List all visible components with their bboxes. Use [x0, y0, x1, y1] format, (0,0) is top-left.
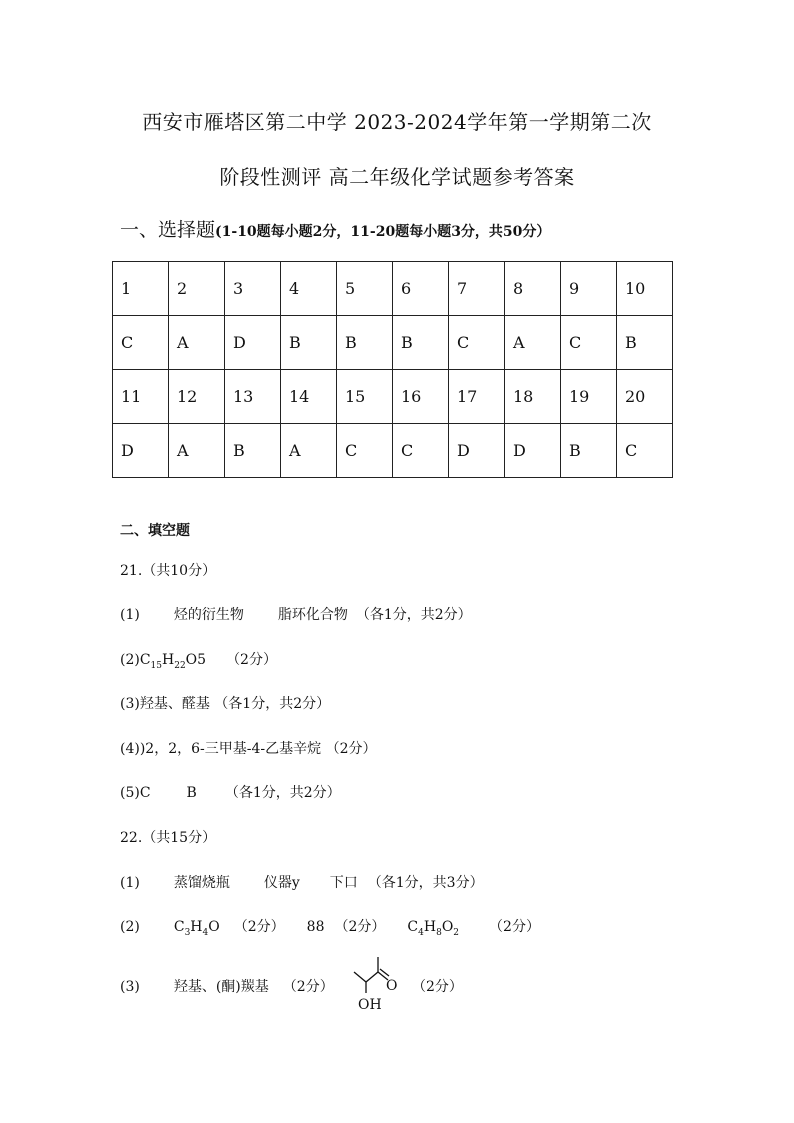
q21-p5-answer-a: (5)C	[120, 785, 151, 801]
q22-p3-score1: （2分）	[282, 979, 334, 995]
q21-p2-text-mid: H	[162, 652, 175, 668]
answer-cell: B	[617, 316, 673, 370]
formula-sub: 3	[184, 927, 191, 938]
q22-p2-score3: （2分）	[489, 919, 540, 935]
q22-p2-value: 88	[306, 919, 325, 935]
q21-part1	[120, 604, 472, 624]
q22-p2-score1: （2分）	[233, 919, 285, 935]
formula-text: O	[441, 919, 454, 935]
section-1-note: (1-10题每小题2分，11-20题每小题3分，共50分）	[215, 224, 551, 240]
question-number-cell: 11	[113, 370, 169, 424]
q22-p3-score2: （2分）	[412, 979, 463, 995]
answer-cell: C	[113, 316, 169, 370]
q21-p1-score: （各1分，共2分）	[355, 607, 472, 623]
q22-p1-score: （各1分，共3分）	[367, 875, 484, 891]
answer-cell: A	[169, 424, 225, 478]
answer-cell: D	[449, 424, 505, 478]
formula-sub: 4	[418, 927, 424, 938]
bond-line	[366, 972, 378, 982]
question-number-cell: 8	[505, 262, 561, 316]
q21-p5-answer-b: B	[186, 785, 197, 801]
q22-p2-formula1	[173, 919, 220, 938]
q21-p2-sub1: 15	[150, 660, 162, 671]
answer-cell: B	[561, 424, 617, 478]
q21-p1-num: (1)	[120, 607, 140, 623]
q22-p2-num: (2)	[120, 919, 140, 935]
formula-text: H	[423, 919, 437, 935]
answer-cell: D	[505, 424, 561, 478]
q21-p1-answer-a: 烃的衍生物	[173, 607, 244, 623]
answer-cell: D	[225, 316, 281, 370]
question-number-cell: 6	[393, 262, 449, 316]
answer-cell: D	[113, 424, 169, 478]
question-number-cell: 5	[337, 262, 393, 316]
answer-cell: B	[225, 424, 281, 478]
answer-cell: B	[281, 316, 337, 370]
question-number-cell: 10	[617, 262, 673, 316]
question-number-cell: 3	[225, 262, 281, 316]
formula-sub: 2	[453, 927, 460, 938]
q22-p3-answer-a: 羟基、(酮)羰基	[173, 979, 269, 995]
answer-cell: A	[169, 316, 225, 370]
answer-cell: C	[449, 316, 505, 370]
q22-p2-score2: （2分）	[334, 919, 386, 935]
q22-head: 22.（共15分）	[120, 830, 217, 846]
q21-p5-score: （各1分，共2分）	[224, 785, 341, 801]
question-number-cell: 2	[169, 262, 225, 316]
question-number-cell: 12	[169, 370, 225, 424]
question-number-cell: 13	[225, 370, 281, 424]
title-line-2: 阶段性测评 高二年级化学试题参考答案	[219, 165, 575, 189]
q22-part3	[120, 976, 334, 996]
q21-part4: (4))2，2，6-三甲基-4-乙基辛烷 （2分）	[120, 741, 377, 757]
q21-p2-score: （2分）	[226, 652, 277, 668]
answer-table	[112, 261, 673, 478]
answer-table-row	[113, 370, 673, 424]
q21-part3: (3)羟基、醛基 （各1分，共2分）	[120, 696, 331, 712]
q22-p3-num: (3)	[120, 979, 140, 995]
section-2-heading: 二、填空题	[120, 523, 190, 539]
hydroxyl-label: OH	[358, 997, 382, 1013]
formula-text: C	[407, 919, 419, 935]
formula-sub: 8	[436, 927, 442, 938]
answer-table-row	[113, 316, 673, 370]
question-number-cell: 16	[393, 370, 449, 424]
question-number-cell: 15	[337, 370, 393, 424]
oxygen-label: O	[386, 978, 398, 994]
formula-text: O	[208, 919, 220, 935]
section-1-title: 一、选择题	[120, 219, 216, 241]
question-number-cell: 7	[449, 262, 505, 316]
q21-p2-text-post: O5	[185, 652, 207, 668]
question-number-cell: 17	[449, 370, 505, 424]
section-1-heading	[120, 215, 550, 242]
answer-cell: A	[281, 424, 337, 478]
answer-cell: C	[617, 424, 673, 478]
q21-p2-text: (2)C	[120, 652, 151, 668]
formula-text: C	[173, 919, 185, 935]
q22-part1	[120, 872, 484, 892]
answer-cell: B	[337, 316, 393, 370]
question-number-cell: 14	[281, 370, 337, 424]
formula-text: H	[190, 919, 203, 935]
formula-sub: 4	[202, 927, 209, 938]
question-number-cell: 4	[281, 262, 337, 316]
q21-p1-answer-b: 脂环化合物	[277, 607, 348, 623]
q22-p1-num: (1)	[120, 875, 140, 891]
q21-p2-sub2: 22	[174, 660, 186, 671]
answer-cell: C	[393, 424, 449, 478]
q21-head: 21.（共10分）	[120, 563, 217, 579]
answer-table-row	[113, 424, 673, 478]
skeletal-structure-drawing	[350, 952, 410, 1016]
q22-p1-answer-b: 仪器y	[263, 875, 300, 891]
answer-cell: C	[337, 424, 393, 478]
q21-part2	[120, 649, 277, 671]
answer-cell: C	[561, 316, 617, 370]
title-line-1: 西安市雁塔区第二中学 2023-2024学年第一学期第二次	[142, 110, 652, 134]
question-number-cell: 1	[113, 262, 169, 316]
q22-p2-formula2	[407, 919, 460, 938]
q22-p1-answer-a: 蒸馏烧瓶	[173, 875, 230, 891]
q22-part2	[120, 916, 540, 938]
answer-cell: A	[505, 316, 561, 370]
answer-table-row	[113, 262, 673, 316]
question-number-cell: 20	[617, 370, 673, 424]
answer-cell: B	[393, 316, 449, 370]
q21-part5	[120, 782, 341, 802]
question-number-cell: 9	[561, 262, 617, 316]
question-number-cell: 19	[561, 370, 617, 424]
question-number-cell: 18	[505, 370, 561, 424]
bond-line	[354, 972, 366, 982]
q22-p1-answer-c: 下口	[329, 875, 358, 891]
